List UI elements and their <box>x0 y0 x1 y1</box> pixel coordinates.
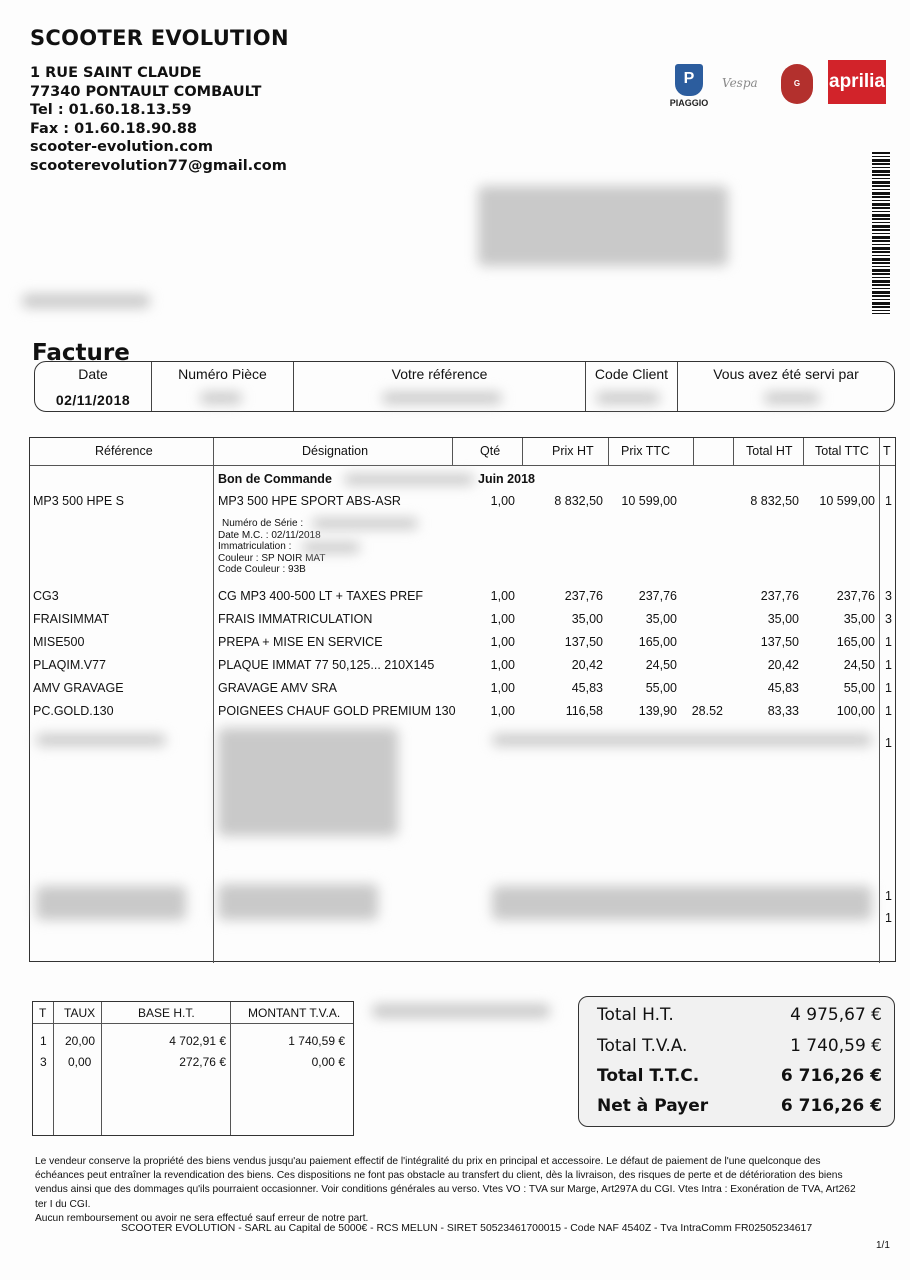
redacted-serial-number <box>312 518 418 529</box>
document-title: Facture <box>32 340 130 366</box>
company-name: SCOOTER EVOLUTION <box>30 26 289 50</box>
table-header-row: Référence Désignation Qté Prix HT Prix TTC Total HT Total TTC T <box>30 438 895 466</box>
company-fax: Fax : 01.60.18.90.88 <box>30 120 198 137</box>
redacted-customer-address <box>478 186 728 266</box>
legal-notice: Le vendeur conserve la propriété des biens vendus jusqu'au paiement effectif de l'intégralité du prix en principal et accessoire. Le défaut de paiement de l'une quelconque des échéances peut entraîner la revendication des biens. Ces dispositions ne font pas obstacle au transfert du client, dès la livraison, des risques de perte et de détérioration des biens vendus ainsi que des dommages qu'ils pourraient occasionner. Voir conditions générales au verso. Vtes VO : TVA sur Marge, Art297A du CGI. Vtes Intra : Exonération de TVA, Art262 ter I du CGI. Aucun remboursement ou avoir ne sera effectué sauf erreur de notre part. <box>35 1156 856 1224</box>
total-tva-label: Total T.V.A. <box>597 1036 688 1056</box>
vehicle-details: Numéro de Série : Date M.C. : 02/11/2018 Immatriculation : Couleur : SP NOIR MAT Code Couleur : 93B <box>218 518 326 575</box>
total-ht-value: 4 975,67 € <box>790 1005 882 1025</box>
redacted-salesperson <box>764 392 820 404</box>
total-ht-label: Total H.T. <box>597 1005 674 1025</box>
piaggio-logo: P PIAGGIO <box>664 60 714 110</box>
total-tva-value: 1 740,59 € <box>790 1036 882 1056</box>
redacted-note <box>22 294 150 308</box>
piaggio-shield-icon: P <box>675 64 703 96</box>
company-website: scooter-evolution.com <box>30 139 213 156</box>
net-to-pay-value: 6 716,26 € <box>780 1096 882 1116</box>
page-number: 1/1 <box>876 1240 890 1251</box>
total-ttc-label: Total T.T.C. <box>597 1066 700 1086</box>
redacted-line-ref <box>36 734 166 746</box>
redacted-reference <box>382 392 502 404</box>
redacted-line-ref-2 <box>36 886 186 920</box>
total-ttc-value: 6 716,26 € <box>780 1066 882 1086</box>
vespa-logo: Vespa <box>722 76 758 90</box>
company-email: scooterevolution77@gmail.com <box>30 157 287 174</box>
redacted-line-amounts <box>492 734 872 746</box>
header-reference-cell: Votre référence <box>294 362 586 411</box>
redacted-line-amounts-2 <box>492 886 872 920</box>
aprilia-logo: aprilia <box>828 60 886 104</box>
redacted-line-designation <box>218 728 398 836</box>
redacted-piece-number <box>200 392 242 404</box>
company-address-1: 1 RUE SAINT CLAUDE <box>30 65 202 81</box>
header-piece-cell: Numéro Pièce <box>152 362 294 411</box>
brand-logos <box>664 60 886 110</box>
header-client-cell: Code Client <box>586 362 678 411</box>
vat-breakdown-table: T TAUX BASE H.T. MONTANT T.V.A. 1 20,00 4 702,91 € 1 740,59 € 3 0,00 272,76 € 0,00 € <box>32 1001 354 1136</box>
company-block <box>30 26 289 176</box>
redacted-payment-info <box>372 1004 550 1018</box>
company-phone: Tel : 01.60.18.13.59 <box>30 102 192 119</box>
redacted-registration <box>302 542 360 553</box>
gilera-logo: G <box>781 64 813 104</box>
company-address-2: 77340 PONTAULT COMBAULT <box>30 83 262 100</box>
net-to-pay-label: Net à Payer <box>597 1096 709 1116</box>
header-date-cell: Date 02/11/2018 <box>35 362 152 411</box>
barcode <box>872 152 890 314</box>
discount-value: 28.52 <box>691 704 723 718</box>
invoice-header-box <box>34 361 895 412</box>
redacted-order-number <box>344 474 474 485</box>
invoice-date: 02/11/2018 <box>55 392 131 408</box>
redacted-client-code <box>596 392 660 404</box>
redacted-line-designation-2 <box>218 884 378 920</box>
totals-box <box>578 996 895 1127</box>
line-items-table: Référence Désignation Qté Prix HT Prix TTC Total HT Total TTC T Bon de Commande Juin 2018 MP3 500 HPE S MP3 500 HPE SPORT ABS-ASR 1,00 8 832,50 10 599,00 8 832,50 10 599,00 1 Numéro de Série : Date M.C. : 02/11/2018 Immatriculation : Couleur : SP NOIR MAT Code Couleur : 93B CG3 CG MP3 400-500 LT + TAXES PREF 1,00 237,76 237,76 237,76 237,76 3 FRAISIMMAT FRAIS IMMATRICULATION 1,00 35,00 35,00 35,00 35,00 3 MISE500 PREPA + MISE EN SERVICE 1,00 137,50 165,00 137,50 165,00 1 PLAQIM.V77 PLAQUE IMMAT 77 50,125... 210X145 1,00 20,42 24,50 20,42 24,50 1 AMV GRAVAGE GRAVAGE AMV SRA 1,00 45,83 55,00 45,83 55,00 1 PC.GOLD.130 POIGNEES CHAUF GOLD PREMIUM 130 1,00 116,58 139,90 28.52 83,33 100,00 1 1 1 1 <box>29 437 896 962</box>
company-footer: SCOOTER EVOLUTION - SARL au Capital de 5000€ - RCS MELUN - SIRET 50523461700015 - Code NAF 4540Z - Tva IntraComm FR02505234617 <box>121 1223 813 1234</box>
header-served-cell: Vous avez été servi par <box>678 362 894 411</box>
